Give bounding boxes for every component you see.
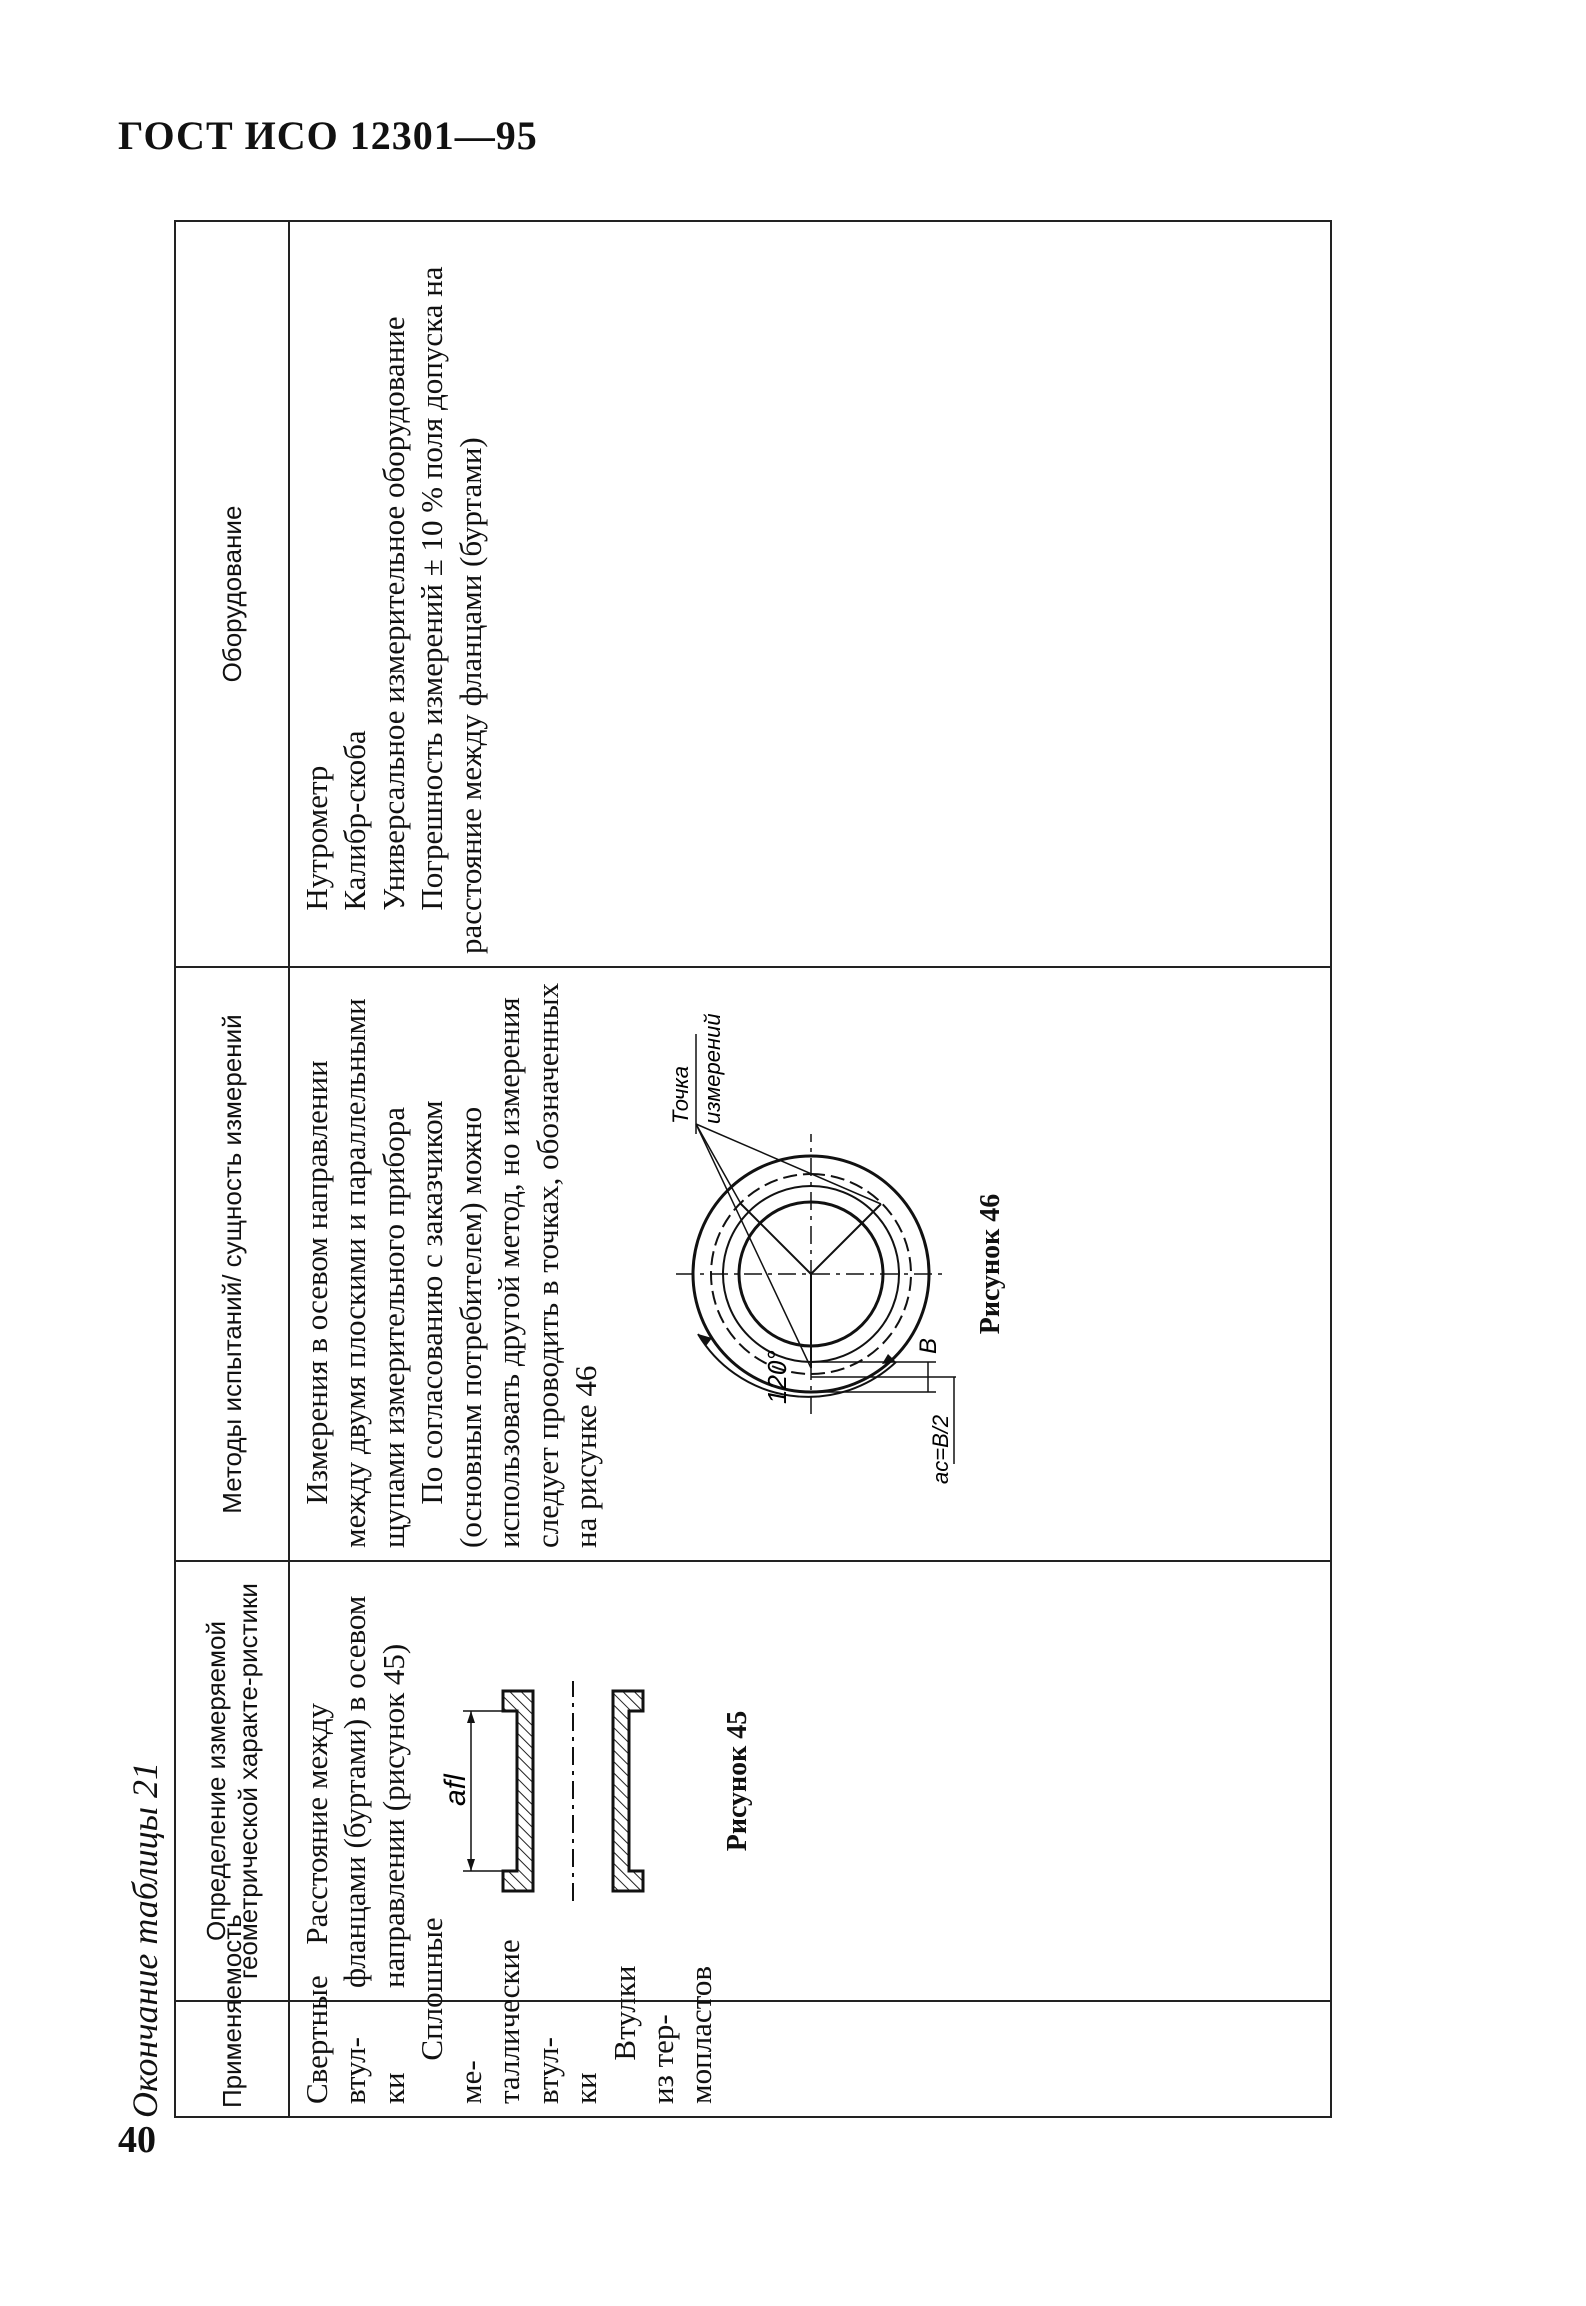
figure-45-caption: Рисунок 45 xyxy=(722,1710,754,1852)
table-21-continuation xyxy=(174,220,1332,2118)
equipment-item: Калибр-скоба xyxy=(337,730,373,911)
methods-paragraph: Измерения в осевом направлении между двумя плоскими и параллельными щупами измерительного прибора xyxy=(299,998,411,1548)
applicability-item: Сплошные ме-таллические втул-ки xyxy=(414,1917,604,2104)
column-header-definition: Определение измеряемой геометрической характе-ристики xyxy=(175,1561,289,2001)
equipment-item: Нутрометр xyxy=(299,765,334,911)
methods-paragraph: По согласованию с заказчиком (основным потребителем) можно использовать другой метод, но измерения следует проводить в точках, обозначенных на рисунке 46 xyxy=(414,982,604,1548)
column-header-applicability: Применяемость xyxy=(175,2001,289,2117)
page-number: 40 xyxy=(118,2119,156,2161)
figure-45 xyxy=(439,1574,756,1988)
dimension-ac-label: ac=B/2 xyxy=(927,1414,953,1484)
measurement-point-label: Точка xyxy=(667,1066,693,1124)
dimension-afl-label: afl xyxy=(439,1774,473,1806)
rotated-table-area xyxy=(122,222,1332,2118)
table-header-row xyxy=(175,221,289,2117)
bushing-flange-drawing xyxy=(439,1631,713,1931)
dimension-b-label: B xyxy=(914,1337,942,1354)
table-caption: Окончание таблицы 21 xyxy=(125,1761,165,2118)
table-row xyxy=(289,221,1331,2117)
cell-methods xyxy=(289,967,1331,1561)
measurement-point-label-2: измерений xyxy=(699,1013,725,1124)
column-header-methods: Методы испытаний/ сущность измерений xyxy=(175,967,289,1561)
equipment-item: Универсальное измерительное оборудование xyxy=(375,316,411,911)
column-header-equipment: Оборудование xyxy=(175,221,289,967)
cell-equipment xyxy=(289,221,1331,967)
document-header: ГОСТ ИСО 12301—95 xyxy=(118,113,538,158)
measurement-points-drawing xyxy=(636,1013,966,1504)
angle-label: 120° xyxy=(761,1350,792,1404)
figure-46 xyxy=(636,980,1009,1548)
applicability-item: Втулки из тер-мопластов xyxy=(606,1965,719,2104)
rotated-content xyxy=(122,222,1332,2118)
figure-46-caption: Рисунок 46 xyxy=(974,1193,1006,1335)
definition-text: Расстояние между фланцами (буртами) в осевом направлении (рисунок 45) xyxy=(299,1595,411,1988)
applicability-item: Свертные втул-ки xyxy=(299,1975,411,2104)
equipment-item: Погрешность измерений ± 10 % поля допуска на расстояние между фланцами (буртами) xyxy=(414,266,488,954)
cell-applicability xyxy=(289,1917,1331,2117)
